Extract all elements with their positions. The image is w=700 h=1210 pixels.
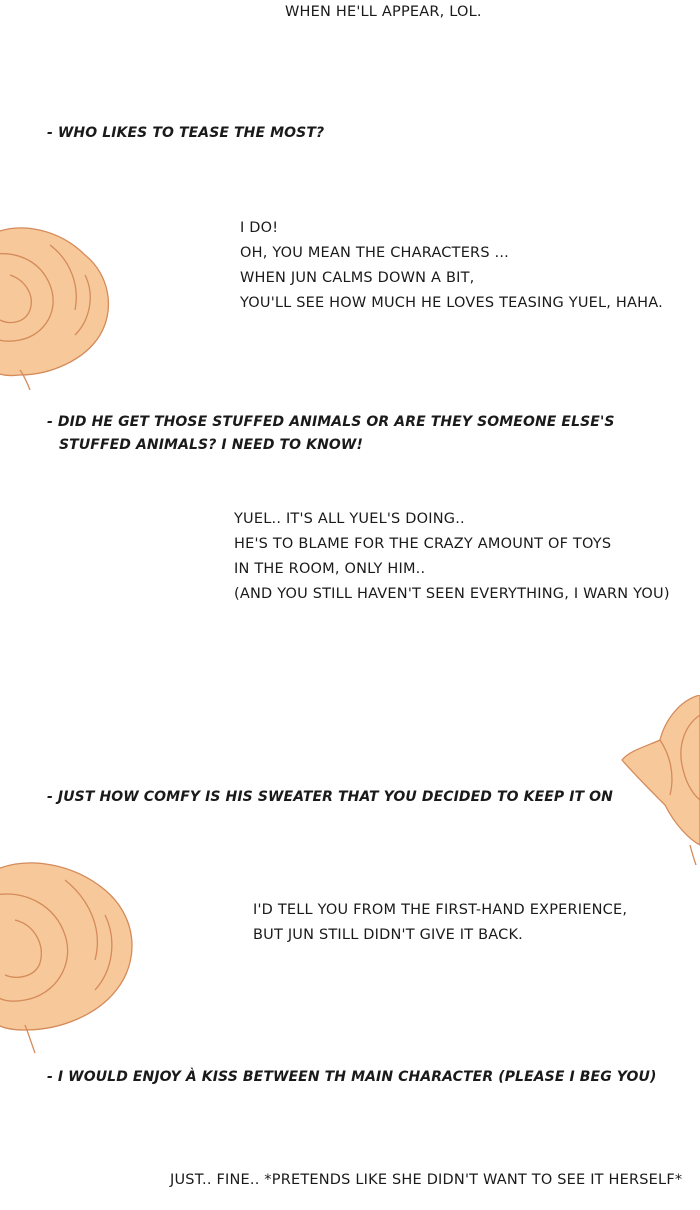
answer-line: I DO! (240, 220, 279, 236)
rose-illustration-bottom-left (0, 855, 145, 1055)
answer-line: BUT JUN STILL DIDN'T GIVE IT BACK. (253, 927, 523, 943)
answer-kiss: JUST.. FINE.. *PRETENDS LIKE SHE DIDN'T WANT TO SEE IT HERSELF* (170, 1172, 683, 1188)
answer-line: WHEN JUN CALMS DOWN A BIT, (240, 270, 475, 286)
question-line: STUFFED ANIMALS? I NEED TO KNOW! (59, 437, 363, 453)
answer-sweater (253, 898, 627, 948)
rose-illustration-top-left (0, 215, 120, 390)
answer-tease (240, 216, 663, 316)
answer-stuffed-animals (234, 507, 670, 607)
question-kiss: - I WOULD ENJOY À KISS BETWEEN TH MAIN CHARACTER (PLEASE I BEG YOU) (47, 1069, 657, 1085)
question-sweater: - JUST HOW COMFY IS HIS SWEATER THAT YOU DECIDED TO KEEP IT ON (47, 789, 613, 805)
answer-line: YOU'LL SEE HOW MUCH HE LOVES TEASING YUEL, HAHA. (240, 295, 663, 311)
answer-line: YUEL.. IT'S ALL YUEL'S DOING.. (234, 511, 465, 527)
answer-line: HE'S TO BLAME FOR THE CRAZY AMOUNT OF TOYS (234, 536, 612, 552)
answer-line: I'D TELL YOU FROM THE FIRST-HAND EXPERIENCE, (253, 902, 628, 918)
question-line: - DID HE GET THOSE STUFFED ANIMALS OR ARE THEY SOMEONE ELSE'S (47, 414, 615, 430)
intro-line: WHEN HE'LL APPEAR, LOL. (285, 4, 482, 20)
answer-line: IN THE ROOM, ONLY HIM.. (234, 561, 426, 577)
question-tease: - WHO LIKES TO TEASE THE MOST? (47, 125, 325, 141)
question-stuffed-animals (47, 411, 615, 457)
answer-line: (AND YOU STILL HAVEN'T SEEN EVERYTHING, I WARN YOU) (234, 586, 670, 602)
rose-illustration-right (620, 695, 700, 865)
answer-line: OH, YOU MEAN THE CHARACTERS ... (240, 245, 509, 261)
